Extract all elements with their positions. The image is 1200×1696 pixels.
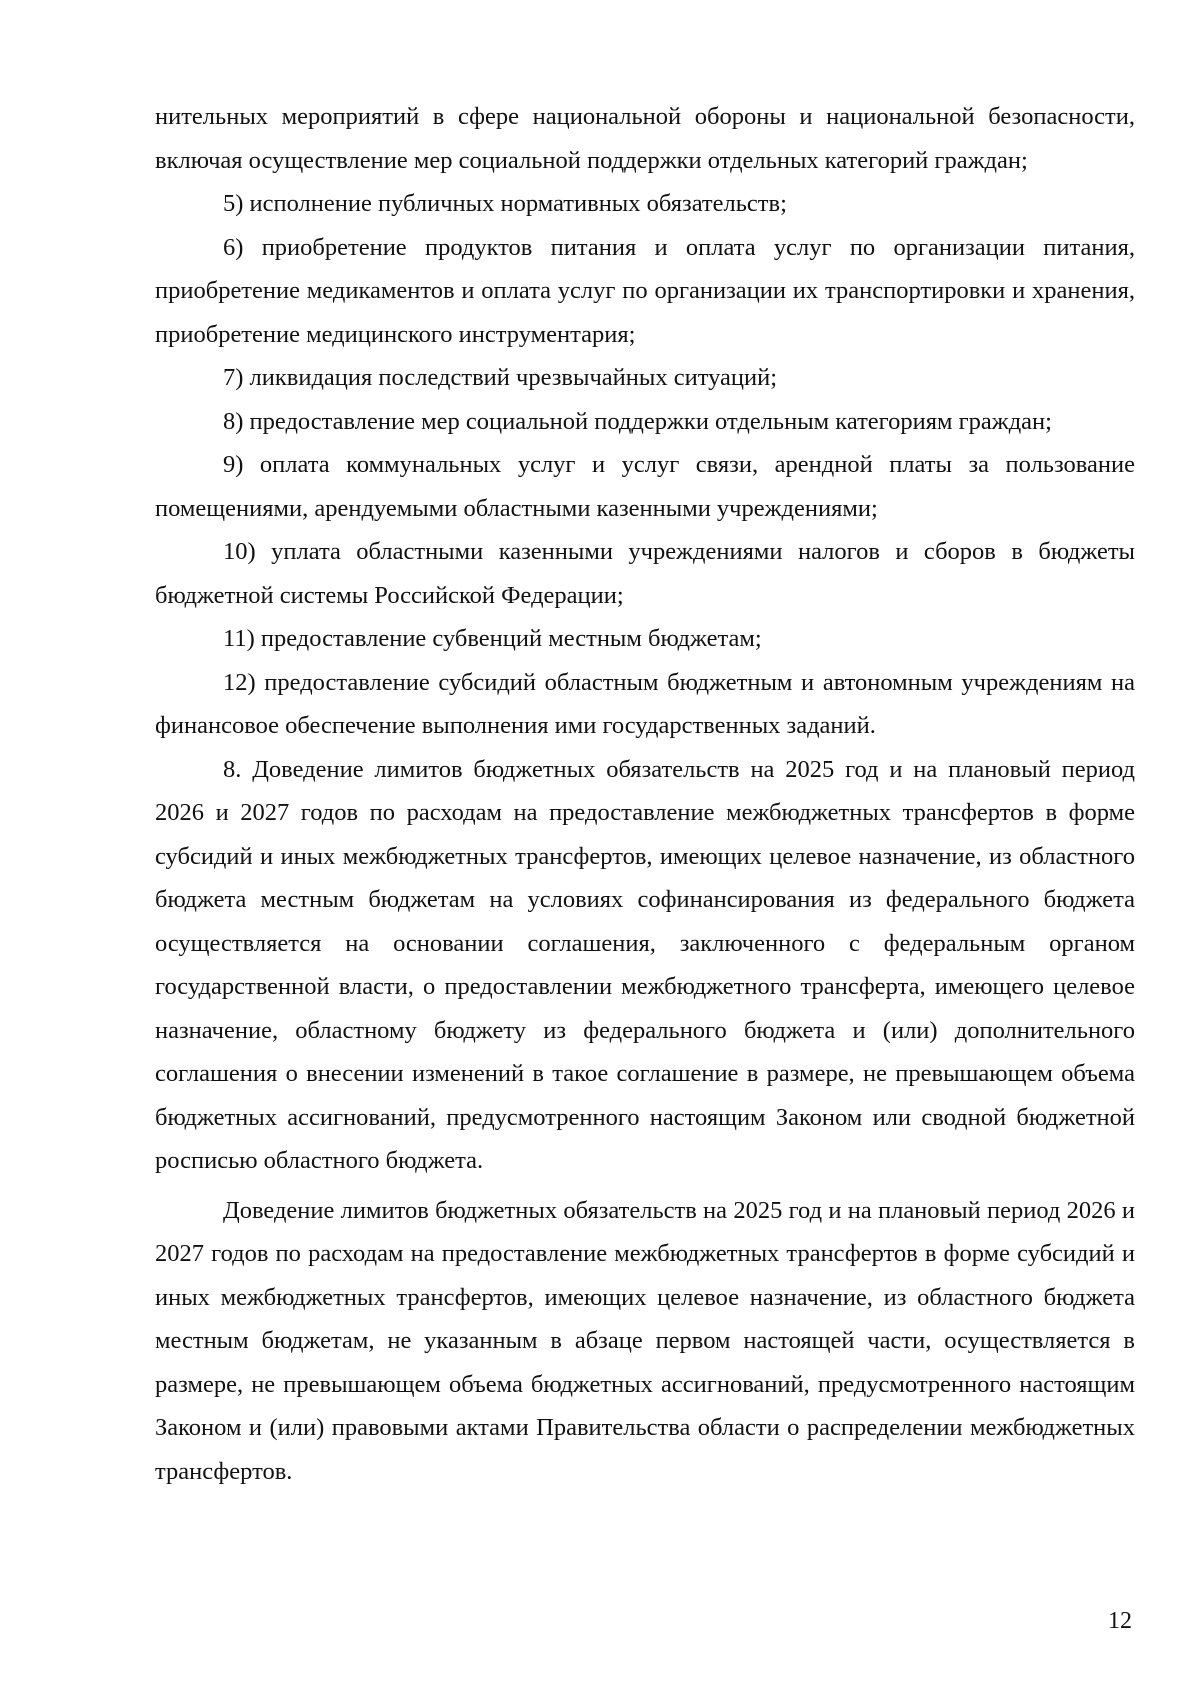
list-item-5: 5) исполнение публичных нормативных обязательств; [223,190,787,217]
paragraph-continuation: нительных мероприятий в сфере национальной обороны и национальной безопасности, включая осуществление мер социальной поддержки отдельных категорий граждан; [155,103,1135,174]
list-item-6: 6) приобретение продуктов питания и оплата услуг по организации питания, приобретение медикаментов и оплата услуг по организации их транспортировки и хранения, приобретение медицинского инструментария; [155,233,1135,348]
list-item-9: 9) оплата коммунальных услуг и услуг связи, арендной платы за пользование помещениями, арендуемыми областными казенными учреждениями; [155,451,1135,522]
section-8-paragraph: 8. Доведение лимитов бюджетных обязательств на 2025 год и на плановый период 2026 и 2027 годов по расходам на предоставление межбюджетных трансфертов в форме субсидий и иных межбюджетных трансфертов, имеющих целевое назначение, из областного бюджета местным бюджетам на условиях софинансирования из федерального бюджета осуществляется на основании соглашения, заключенного с федеральным органом государственной власти, о предоставлении межбюджетного трансферта, имеющего целевое назначение, областному бюджету из федерального бюджета и (или) дополнительного соглашения о внесении изменений в такое соглашение в размере, не превышающем объема бюджетных ассигнований, предусмотренного настоящим Законом или сводной бюджетной росписью областного бюджета. [155,755,1135,1174]
list-item-11: 11) предоставление субвенций местным бюджетам; [223,625,762,652]
section-8-second-paragraph: Доведение лимитов бюджетных обязательств на 2025 год и на плановый период 2026 и 2027 годов по расходам на предоставление межбюджетных трансфертов в форме субсидий и иных межбюджетных трансфертов, имеющих целевое назначение, из областного бюджета местным бюджетам, не указанным в абзаце первом настоящей части, осуществляется в размере, не превышающем объема бюджетных ассигнований, предусмотренного настоящим Законом и (или) правовыми актами Правительства области о распределении межбюджетных трансфертов. [155,1196,1135,1485]
list-item-10: 10) уплата областными казенными учреждениями налогов и сборов в бюджеты бюджетной системы Российской Федерации; [155,538,1135,609]
list-item-12: 12) предоставление субсидий областным бюджетным и автономным учреждениям на финансовое обеспечение выполнения ими государственных заданий. [155,668,1135,739]
list-item-7: 7) ликвидация последствий чрезвычайных ситуаций; [223,364,778,391]
page-number: 12 [1108,1608,1132,1634]
list-item-8: 8) предоставление мер социальной поддержки отдельным категориям граждан; [223,407,1052,435]
document-body [155,95,1135,1493]
